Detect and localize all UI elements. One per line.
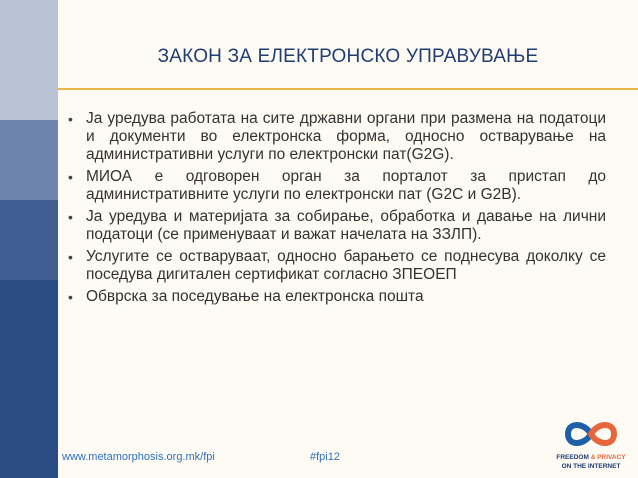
bullet-icon: •: [68, 209, 73, 225]
bullet-item: [66, 248, 606, 284]
bullet-icon: •: [68, 289, 73, 305]
bullet-icon: •: [68, 249, 73, 265]
bullet-icon: •: [68, 169, 73, 185]
bullet-icon: •: [68, 111, 73, 127]
slide-title: ЗАКОН ЗА ЕЛЕКТРОНСКО УПРАВУВАЊЕ: [157, 46, 539, 67]
footer-hashtag: #fpi12: [310, 451, 340, 463]
side-band-segment: [0, 120, 58, 200]
bullet-text: МИОА е одговорен орган за порталот за пристап до административните услуги по електронски пат (G2C и G2B).: [86, 168, 606, 203]
bullet-text: Обврска за поседување на електронска пошта: [86, 288, 424, 305]
side-band-segment: [0, 280, 58, 478]
bullet-text: Ја уредува и материјата за собирање, обработка и давање на лични податоци (се применуваат и важат начелата на ЗЗЛП).: [86, 208, 606, 243]
bullet-item: [66, 168, 606, 204]
footer-website-link[interactable]: www.metamorphosis.org.mk/fpi: [62, 451, 215, 463]
side-band-segment: [0, 0, 58, 120]
title-divider: [58, 88, 638, 90]
bullet-text: Услугите се остваруваат, односно барањето се поднесува доколку се поседува дигитален сертификат согласно ЗПЕОЕП: [86, 248, 606, 283]
bullet-item: [66, 208, 606, 244]
side-color-band: [0, 0, 58, 478]
bullet-item: [66, 110, 606, 164]
logo-text-line2: ON THE INTERNET: [561, 463, 621, 470]
freedom-privacy-logo: [548, 416, 634, 474]
bullet-list: [66, 110, 606, 310]
logo-text-line1: FREEDOM & PRIVACY: [556, 454, 626, 461]
side-band-segment: [0, 200, 58, 280]
infinity-logo-icon: [562, 416, 620, 452]
bullet-text: Ја уредува работата на сите државни органи при размена на податоци и документи во електронска форма, односно остварување на административни услуги по електронски пат(G2G).: [86, 110, 606, 163]
bullet-item: [66, 288, 606, 306]
